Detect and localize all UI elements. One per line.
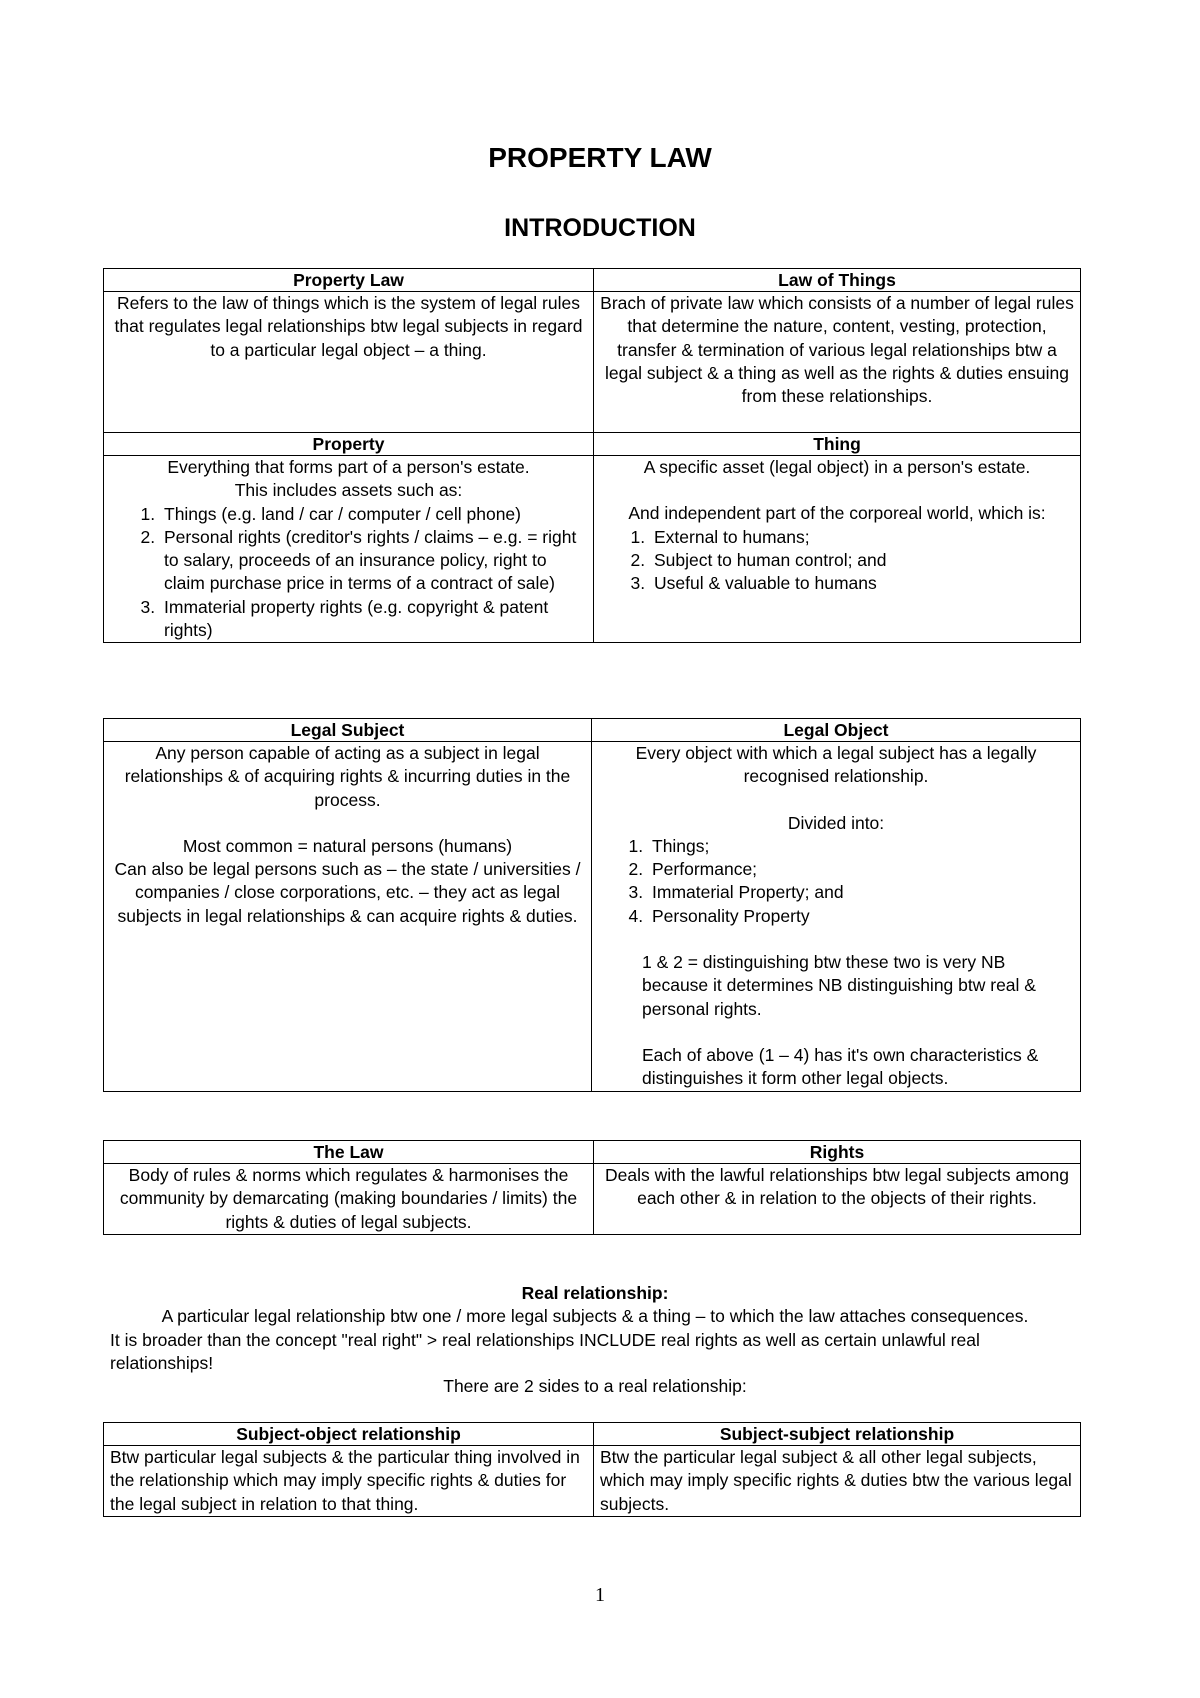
page-title: PROPERTY LAW: [488, 142, 712, 173]
list-item: 3. Useful & valuable to humans: [650, 572, 1074, 595]
table-cell: Deals with the lawful relationships btw legal subjects among each other & in relation to the objects of their rights.: [594, 1164, 1081, 1235]
law-vs-rights-table: [103, 1140, 1081, 1235]
table-row: [104, 456, 1081, 643]
table-cell: Btw particular legal subjects & the particular thing involved in the relationship which may imply specific rights & duties for the legal subject in relation to that thing.: [104, 1446, 594, 1517]
table-header-row: [104, 1423, 1081, 1446]
real-relationship-section: [110, 1282, 1080, 1398]
table-cell: [594, 456, 1081, 643]
table-header-cell: Subject-subject relationship: [594, 1423, 1081, 1446]
table-row: [104, 1164, 1081, 1235]
table-header-cell: Subject-object relationship: [104, 1423, 594, 1446]
table-cell: Brach of private law which consists of a number of legal rules that determine the nature, content, vesting, protection, transfer & termination of various legal relationships btw a legal subject & a thing as well as the rights & duties ensuing from these relationships.: [594, 292, 1081, 433]
table-row: [104, 292, 1081, 433]
table-cell: [592, 742, 1081, 1092]
table-header-cell: Property Law: [104, 269, 594, 292]
cell-text: Each of above (1 – 4) has it's own characteristics & distinguishes it form other legal objects.: [642, 1044, 1039, 1089]
table-cell: [104, 742, 592, 1092]
relationship-sides-table: [103, 1422, 1081, 1517]
table-header-cell: Legal Subject: [104, 719, 592, 742]
list-item: 2. Performance;: [648, 858, 1074, 881]
table-row: [104, 1446, 1081, 1517]
table-cell: Btw the particular legal subject & all other legal subjects, which may imply specific rights & duties btw the various legal subjects.: [594, 1446, 1081, 1517]
page-number: 1: [595, 1584, 605, 1606]
list-item: 2. Subject to human control; and: [650, 549, 1074, 572]
cell-text: This includes assets such as:: [234, 480, 463, 501]
list: [600, 526, 1074, 596]
cell-text: Can also be legal persons such as – the state / universities / companies / close corporations, etc. – they act as legal subjects in legal relationships & can acquire rights & duties.: [114, 859, 581, 926]
cell-text: 1 & 2 = distinguishing btw these two is very NB because it determines NB distinguishing btw real & personal rights.: [642, 952, 1036, 1019]
cell-text: And independent part of the corporeal world, which is:: [628, 503, 1046, 524]
table-header-row: [104, 269, 1081, 292]
list-item: 1. Things;: [648, 835, 1074, 858]
table-header-cell: Law of Things: [594, 269, 1081, 292]
list: [598, 835, 1074, 928]
cell-text: A specific asset (legal object) in a person's estate.: [643, 457, 1031, 477]
cell-text: Everything that forms part of a person's estate.: [167, 457, 530, 477]
list-item: 1. Things (e.g. land / car / computer / cell phone): [160, 503, 587, 526]
real-relationship-definition: A particular legal relationship btw one / more legal subjects & a thing – to which the law attaches consequences.: [161, 1306, 1029, 1327]
cell-text: Any person capable of acting as a subject in legal relationships & of acquiring rights & incurring duties in the process.: [124, 743, 571, 810]
real-relationship-note: It is broader than the concept "real right" > real relationships INCLUDE real rights as well as certain unlawful real relationships!: [110, 1329, 980, 1373]
real-relationship-heading: Real relationship:: [521, 1283, 669, 1303]
cell-text: Every object with which a legal subject has a legally recognised relationship.: [635, 743, 1037, 787]
table-header-cell: Property: [104, 433, 594, 456]
table-header-cell: Rights: [594, 1141, 1081, 1164]
cell-text: Most common = natural persons (humans): [182, 835, 513, 856]
property-vs-things-table: [103, 268, 1081, 643]
list-item: 4. Personality Property: [648, 905, 1074, 928]
table-header-row: [104, 433, 1081, 456]
table-header-row: [104, 1141, 1081, 1164]
section-title: INTRODUCTION: [504, 214, 696, 242]
list-item: 1. External to humans;: [650, 526, 1074, 549]
table-header-cell: Legal Object: [592, 719, 1081, 742]
list-item: 3. Immaterial property rights (e.g. copyright & patent rights): [160, 596, 587, 643]
list-item: 3. Immaterial Property; and: [648, 881, 1074, 904]
real-relationship-sides-intro: There are 2 sides to a real relationship:: [443, 1376, 747, 1397]
table-row: [104, 742, 1081, 1092]
table-header-cell: Thing: [594, 433, 1081, 456]
table-cell: Body of rules & norms which regulates & harmonises the community by demarcating (making boundaries / limits) the rights & duties of legal subjects.: [104, 1164, 594, 1235]
list: [110, 503, 587, 643]
table-cell: Refers to the law of things which is the system of legal rules that regulates legal relationships btw legal subjects in regard to a particular legal object – a thing.: [104, 292, 594, 433]
list-item: 2. Personal rights (creditor's rights / claims – e.g. = right to salary, proceeds of an insurance policy, right to claim purchase price in terms of a contract of sale): [160, 526, 587, 596]
table-header-row: [104, 719, 1081, 742]
subject-object-table: [103, 718, 1081, 1092]
cell-text: Divided into:: [787, 812, 885, 833]
table-header-cell: The Law: [104, 1141, 594, 1164]
table-cell: [104, 456, 594, 643]
